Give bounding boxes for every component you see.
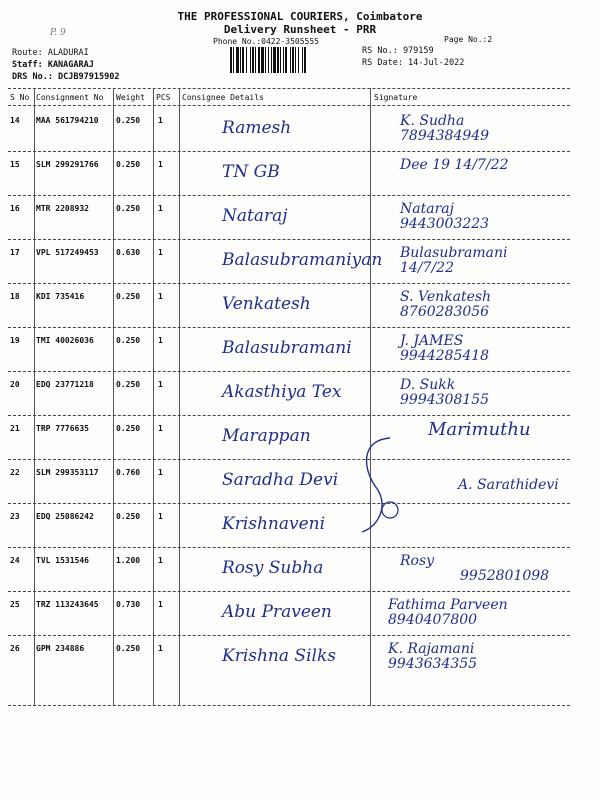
row-divider xyxy=(8,705,570,706)
table-row xyxy=(8,416,570,460)
sno-cell: 18 xyxy=(10,292,20,301)
consignee-name: Abu Praveen xyxy=(222,602,332,622)
pcs-cell: 1 xyxy=(158,160,163,169)
table-row xyxy=(8,372,570,416)
rs-number: RS No.: 979159 xyxy=(362,46,434,56)
signature-name: Fathima Parveen xyxy=(388,597,508,613)
pcs-cell: 1 xyxy=(158,336,163,345)
signature xyxy=(458,478,559,493)
signature-name: J. JAMES xyxy=(400,333,464,349)
consignee-name: TN GB xyxy=(222,162,280,182)
signature-phone: 9443003223 xyxy=(400,216,490,232)
sno-cell: 19 xyxy=(10,336,20,345)
signature xyxy=(400,554,549,584)
signature xyxy=(388,598,508,628)
pcs-cell: 1 xyxy=(158,468,163,477)
consignee-name: Nataraj xyxy=(222,206,288,226)
weight-cell: 0.730 xyxy=(116,600,141,609)
sno-cell: 23 xyxy=(10,512,20,521)
consignment-cell: MTR 2208932 xyxy=(36,204,89,213)
col-header-weight: Weight xyxy=(116,93,145,102)
table-row xyxy=(8,284,570,328)
signature-phone: 9952801098 xyxy=(460,568,550,584)
table-row xyxy=(8,196,570,240)
sno-cell: 14 xyxy=(10,116,20,125)
consignment-cell: SLM 299291766 xyxy=(36,160,99,169)
table-row xyxy=(8,504,570,548)
consignment-cell: GPM 234886 xyxy=(36,644,85,653)
pcs-cell: 1 xyxy=(158,204,163,213)
sno-cell: 20 xyxy=(10,380,20,389)
rs-date: RS Date: 14-Jul-2022 xyxy=(362,58,465,68)
signature-name: Marimuthu xyxy=(428,419,531,440)
signature-name: Rosy xyxy=(400,553,435,569)
drs-number: DRS No.: DCJB97915902 xyxy=(12,72,120,82)
company-title: THE PROFESSIONAL COURIERS, Coimbatore xyxy=(177,10,423,23)
sno-cell: 25 xyxy=(10,600,20,609)
signature xyxy=(400,114,489,144)
col-header-pcs: PCS xyxy=(156,93,171,102)
signature-phone: 8940407800 xyxy=(388,612,478,628)
signature-phone: 14/7/22 xyxy=(400,260,454,276)
sno-cell: 21 xyxy=(10,424,20,433)
signature-name: K. Sudha xyxy=(400,113,465,129)
staff-label: Staff: KANAGARAJ xyxy=(12,60,94,70)
pcs-cell: 1 xyxy=(158,424,163,433)
sno-cell: 16 xyxy=(10,204,20,213)
phone-number: Phone No.:0422-3505555 xyxy=(213,37,319,46)
signature xyxy=(400,290,491,320)
consignment-cell: MAA 561794210 xyxy=(36,116,99,125)
consignee-name: Saradha Devi xyxy=(222,470,339,490)
weight-cell: 0.250 xyxy=(116,116,141,125)
weight-cell: 0.250 xyxy=(116,160,141,169)
table-row xyxy=(8,460,570,504)
consignee-name: Krishnaveni xyxy=(222,514,326,534)
consignment-cell: TVL 1531546 xyxy=(36,556,89,565)
consignment-cell: TMI 40026036 xyxy=(36,336,94,345)
weight-cell: 0.630 xyxy=(116,248,141,257)
signature-name: K. Rajamani xyxy=(388,641,475,657)
signature xyxy=(400,378,489,408)
consignee-name: Akasthiya Tex xyxy=(222,382,342,402)
sno-cell: 24 xyxy=(10,556,20,565)
col-header-consignment: Consignment No xyxy=(36,93,104,102)
col-header-consignee: Consignee Details xyxy=(182,93,264,102)
sno-cell: 26 xyxy=(10,644,20,653)
col-header-sno: S No xyxy=(10,93,30,102)
consignment-cell: SLM 299353117 xyxy=(36,468,99,477)
weight-cell: 0.250 xyxy=(116,380,141,389)
signature-phone: 8760283056 xyxy=(400,304,490,320)
pcs-cell: 1 xyxy=(158,380,163,389)
consignee-name: Krishna Silks xyxy=(222,646,336,666)
table-row xyxy=(8,240,570,284)
signature-phone: 9994308155 xyxy=(400,392,490,408)
signature-stroke xyxy=(350,430,410,540)
signature xyxy=(428,419,531,440)
route-label: Route: ALADURAI xyxy=(12,48,89,58)
consignee-name: Rosy Subha xyxy=(222,558,324,578)
signature xyxy=(400,202,489,232)
consignment-cell: VPL 517249453 xyxy=(36,248,99,257)
weight-cell: 0.250 xyxy=(116,204,141,213)
table-row xyxy=(8,328,570,372)
signature xyxy=(400,334,489,364)
pcs-cell: 1 xyxy=(158,600,163,609)
barcode xyxy=(230,47,342,73)
sno-cell: 15 xyxy=(10,160,20,169)
table-row xyxy=(8,108,570,152)
signature-phone: 7894384949 xyxy=(400,128,490,144)
consignment-cell: TRZ 113243645 xyxy=(36,600,99,609)
consignee-name: Venkatesh xyxy=(222,294,311,314)
consignment-cell: TRP 7776635 xyxy=(36,424,89,433)
weight-cell: 0.250 xyxy=(116,512,141,521)
handwritten-note: P. 9 xyxy=(50,28,66,38)
page-number: Page No.:2 xyxy=(444,35,493,44)
consignee-name: Ramesh xyxy=(222,118,292,138)
consignment-cell: KDI 735416 xyxy=(36,292,85,301)
pcs-cell: 1 xyxy=(158,644,163,653)
signature-phone: 9944285418 xyxy=(400,348,490,364)
pcs-cell: 1 xyxy=(158,512,163,521)
sno-cell: 22 xyxy=(10,468,20,477)
consignee-name: Marappan xyxy=(222,426,311,446)
signature xyxy=(400,158,508,173)
divider xyxy=(8,105,570,106)
signature-name: Dee 19 14/7/22 xyxy=(400,157,509,173)
weight-cell: 0.760 xyxy=(116,468,141,477)
consignee-name: Balasubramani xyxy=(222,338,352,358)
divider xyxy=(8,88,570,89)
col-header-signature: Signature xyxy=(374,93,418,102)
table-row xyxy=(8,548,570,592)
pcs-cell: 1 xyxy=(158,116,163,125)
runsheet-title: Delivery Runsheet - PRR xyxy=(223,23,377,36)
consignment-cell: EDQ 23771218 xyxy=(36,380,94,389)
consignment-cell: EDQ 25086242 xyxy=(36,512,94,521)
signature-name: D. Sukk xyxy=(400,377,456,393)
weight-cell: 1.200 xyxy=(116,556,141,565)
signature xyxy=(388,642,477,672)
weight-cell: 0.250 xyxy=(116,644,141,653)
signature-name: Nataraj xyxy=(400,201,454,217)
sno-cell: 17 xyxy=(10,248,20,257)
signature-name: S. Venkatesh xyxy=(400,289,492,305)
pcs-cell: 1 xyxy=(158,248,163,257)
pcs-cell: 1 xyxy=(158,292,163,301)
table-row xyxy=(8,592,570,636)
table-row xyxy=(8,152,570,196)
pcs-cell: 1 xyxy=(158,556,163,565)
signature xyxy=(400,246,507,276)
signature-name: Bulasubramani xyxy=(400,245,508,261)
table-row xyxy=(8,636,570,680)
weight-cell: 0.250 xyxy=(116,424,141,433)
signature-name: A. Sarathidevi xyxy=(458,477,559,493)
signature-phone: 9943634355 xyxy=(388,656,478,672)
weight-cell: 0.250 xyxy=(116,336,141,345)
consignee-name: Balasubramaniyan xyxy=(222,250,383,270)
weight-cell: 0.250 xyxy=(116,292,141,301)
